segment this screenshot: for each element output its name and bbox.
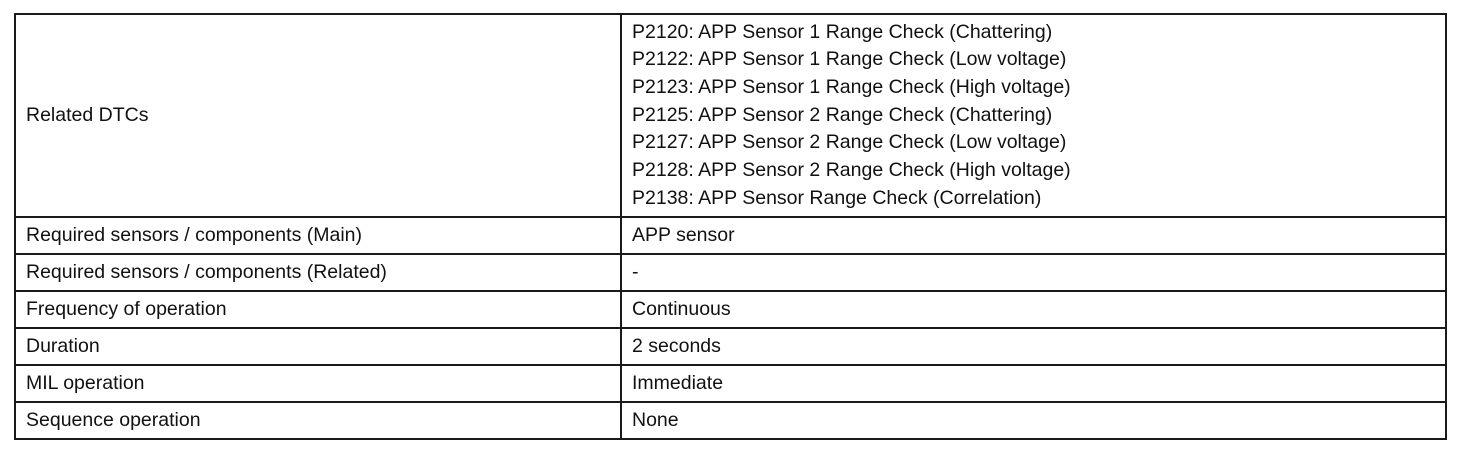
dtc-item: P2128: APP Sensor 2 Range Check (High voltage)	[632, 159, 1071, 182]
row-value: APP sensor	[621, 217, 1446, 254]
row-label: Required sensors / components (Main)	[15, 217, 621, 254]
row-label: Related DTCs	[15, 14, 621, 217]
dtc-item: P2127: APP Sensor 2 Range Check (Low voltage)	[632, 131, 1067, 154]
row-label: Sequence operation	[15, 402, 621, 439]
dtc-item: P2122: APP Sensor 1 Range Check (Low voltage)	[632, 48, 1067, 71]
table-row	[15, 328, 1446, 365]
dtc-list	[632, 19, 1435, 213]
table-row	[15, 14, 1446, 217]
row-label: MIL operation	[15, 365, 621, 402]
table-row	[15, 365, 1446, 402]
dtc-item: P2123: APP Sensor 1 Range Check (High voltage)	[632, 75, 1071, 98]
row-label: Required sensors / components (Related)	[15, 254, 621, 291]
table-row	[15, 291, 1446, 328]
row-value: None	[621, 402, 1446, 439]
dtc-item: P2125: APP Sensor 2 Range Check (Chattering)	[632, 103, 1053, 126]
row-label: Frequency of operation	[15, 291, 621, 328]
row-value: Immediate	[621, 365, 1446, 402]
row-label: Duration	[15, 328, 621, 365]
dtc-cell	[621, 14, 1446, 217]
table-row	[15, 254, 1446, 291]
table-row	[15, 217, 1446, 254]
table-row	[15, 402, 1446, 439]
row-value: -	[621, 254, 1446, 291]
dtc-item: P2138: APP Sensor Range Check (Correlation)	[632, 186, 1042, 209]
row-value: Continuous	[621, 291, 1446, 328]
dtc-item: P2120: APP Sensor 1 Range Check (Chattering)	[632, 20, 1053, 43]
spec-table	[14, 13, 1447, 440]
row-value: 2 seconds	[621, 328, 1446, 365]
